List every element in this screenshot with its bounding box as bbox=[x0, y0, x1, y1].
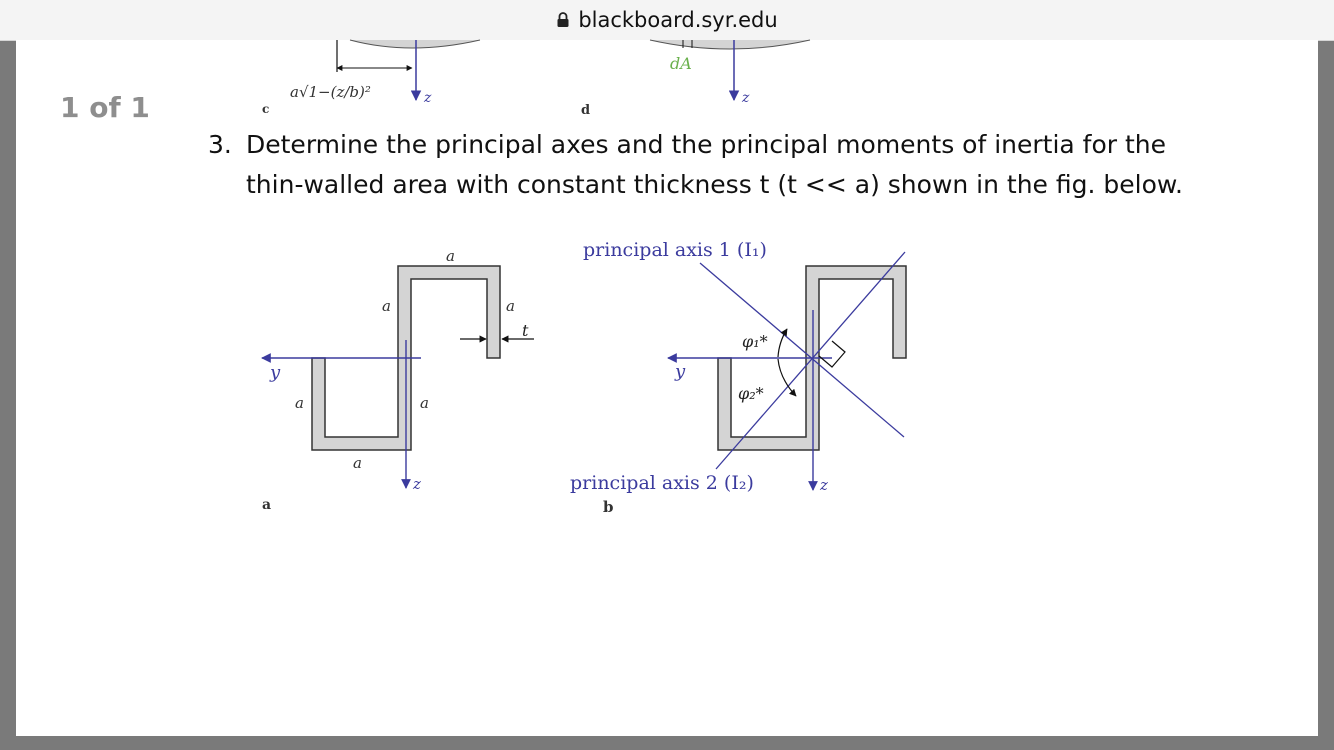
z-axis-label-a: z bbox=[413, 475, 421, 493]
z-axis-label-d: z bbox=[742, 90, 750, 106]
url-text: blackboard.syr.edu bbox=[578, 8, 778, 32]
z-axis-label-c: z bbox=[424, 90, 432, 106]
figure-label-d: d bbox=[581, 103, 591, 118]
dim-bottom-flange: a bbox=[353, 454, 362, 472]
figure-a bbox=[262, 247, 534, 513]
problem-text-line-1: Determine the principal axes and the principal moments of inertia for the bbox=[246, 130, 1167, 159]
area-element-label: dA bbox=[670, 54, 692, 73]
problem-text-line-2: thin-walled area with constant thickness t (t << a) shown in the fig. below. bbox=[246, 170, 1183, 199]
problem-number: 3. bbox=[208, 130, 232, 159]
angle-phi2-label: φ₂* bbox=[738, 384, 764, 403]
dim-left-lip: a bbox=[295, 394, 304, 412]
previous-figure-c bbox=[262, 40, 480, 116]
z-axis-label-b: z bbox=[820, 476, 828, 494]
figure-b bbox=[570, 239, 906, 516]
page-counter: 1 of 1 bbox=[60, 91, 150, 124]
figure-label-c: c bbox=[262, 102, 270, 116]
angle-phi1-label: φ₁* bbox=[742, 332, 768, 351]
previous-figure-d bbox=[581, 40, 810, 118]
principal-axis-2-label: principal axis 2 (I₂) bbox=[570, 472, 754, 494]
y-axis-label-b: y bbox=[675, 361, 686, 382]
principal-axis-1-label: principal axis 1 (I₁) bbox=[583, 239, 767, 261]
thickness-label: t bbox=[522, 321, 529, 340]
figure-label-a: a bbox=[262, 497, 272, 513]
dim-lower-web: a bbox=[420, 394, 429, 412]
figure-label-b: b bbox=[603, 498, 614, 516]
dim-right-lip: a bbox=[506, 297, 515, 315]
dimension-formula-c: a√1−(z/b)² bbox=[290, 83, 371, 101]
dim-upper-web: a bbox=[382, 297, 391, 315]
y-axis-label-a: y bbox=[270, 362, 281, 383]
dim-top-flange: a bbox=[446, 247, 455, 265]
